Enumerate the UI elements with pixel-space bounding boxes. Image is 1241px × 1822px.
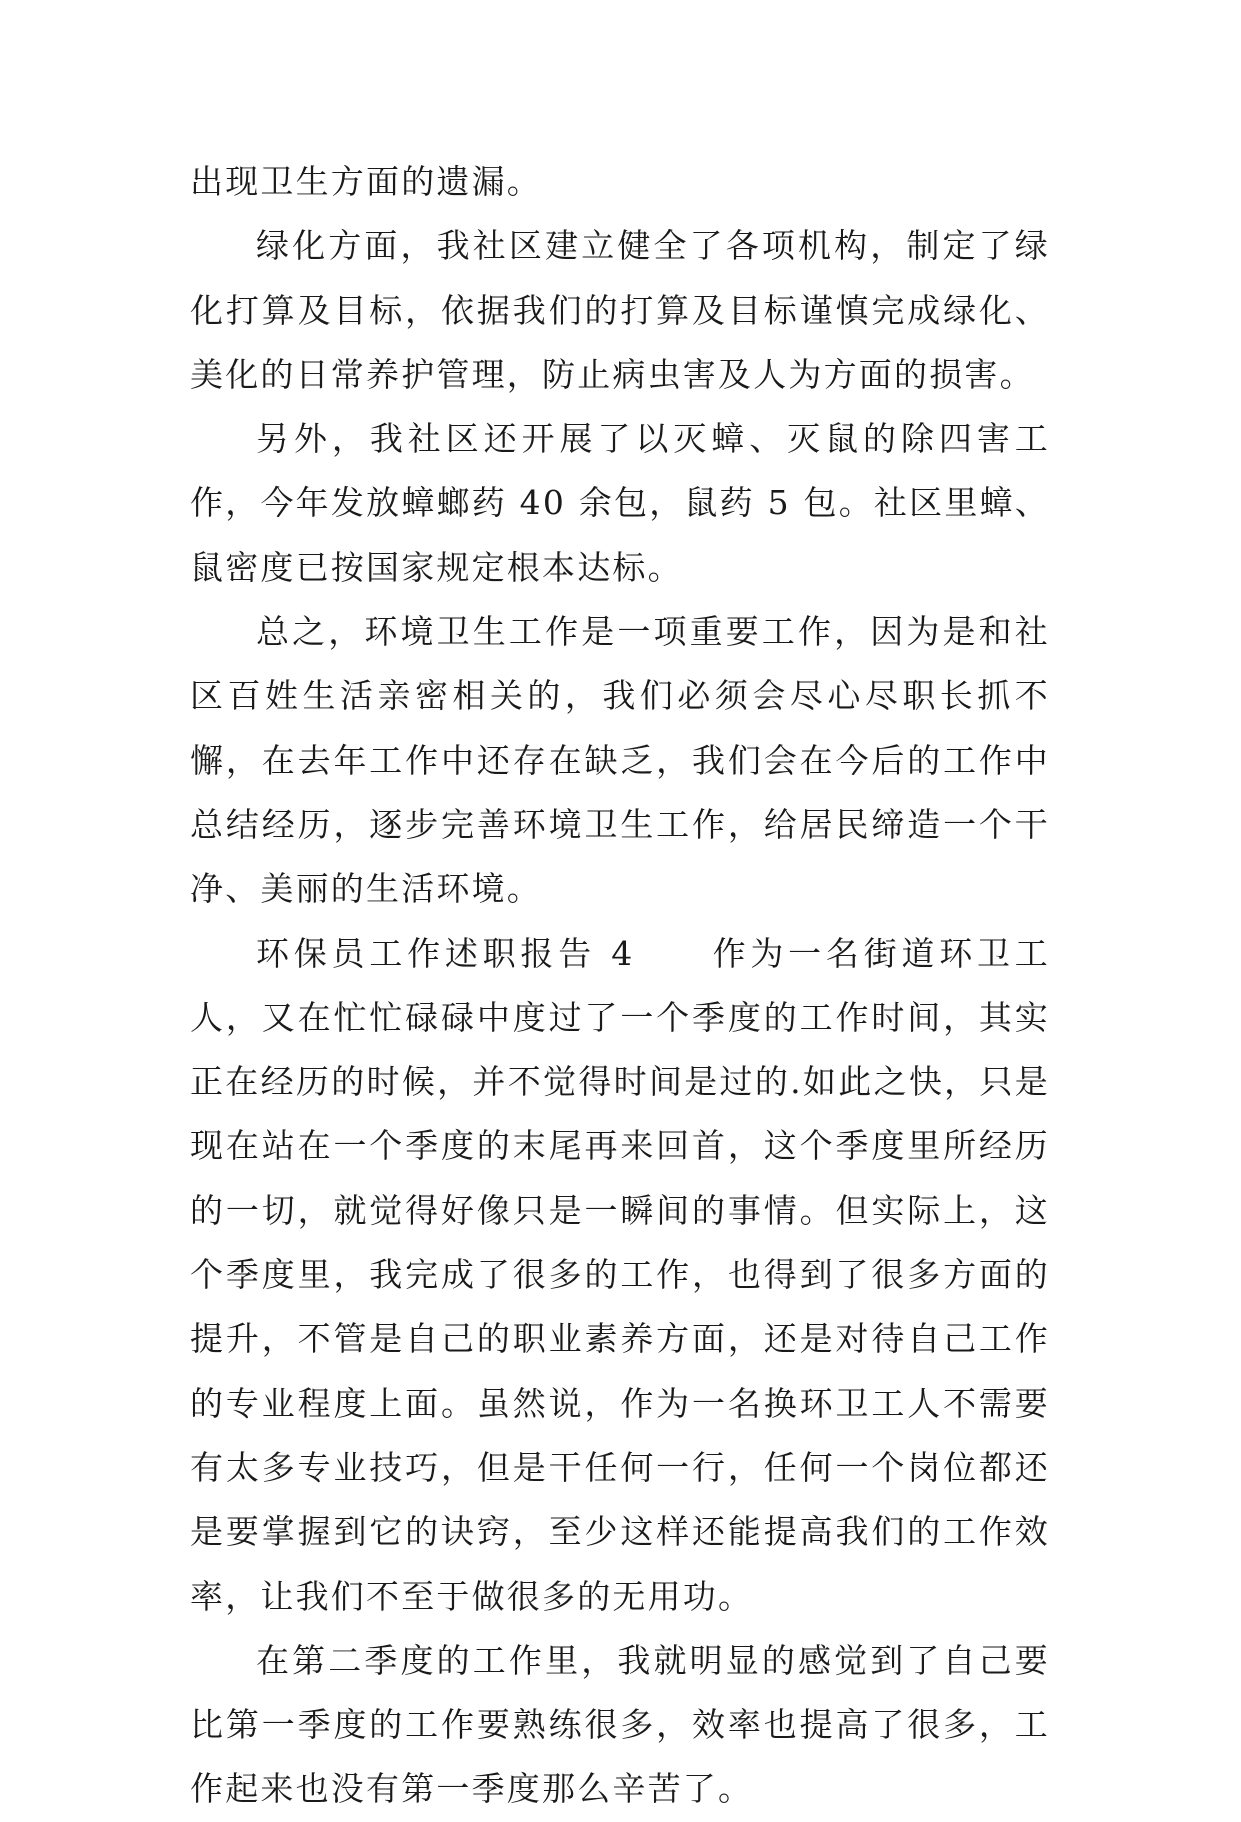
paragraph: 出现卫生方面的遗漏。 (190, 162, 542, 201)
paragraph: 在第二季度的工作里，我就明显的感觉到了自己要比第一季度的工作要熟练很多，效率也提高了很多，工作起来也没有第一季度那么辛苦了。 (190, 1640, 1050, 1809)
paragraph: 另外，我社区还开展了以灭蟑、灭鼠的除四害工作，今年发放蟑螂药 40 余包，鼠药 5 包。社区里蟑、鼠密度已按国家规定根本达标。 (190, 419, 1050, 587)
paragraph: 总之，环境卫生工作是一项重要工作，因为是和社区百姓生活亲密相关的，我们必须会尽心尽职长抓不懈，在去年工作中还存在缺乏，我们会在今后的工作中总结经历，逐步完善环境卫生工作，给居民缔造一个干净、美丽的生活环境。 (190, 612, 1050, 909)
document-body (190, 150, 1050, 1822)
paragraph: 绿化方面，我社区建立健全了各项机构，制定了绿化打算及目标，依据我们的打算及目标谨慎完成绿化、美化的日常养护管理，防止病虫害及人为方面的损害。 (190, 226, 1050, 394)
paragraph: 环保员工作述职报告 4 作为一名街道环卫工人，又在忙忙碌碌中度过了一个季度的工作时间，其实正在经历的时候，并不觉得时间是过的.如此之快，只是现在站在一个季度的末尾再来回首，这个季度里所经历的一切，就觉得好像只是一瞬间的事情。但实际上，这个季度里，我完成了很多的工作，也得到了很多方面的提升，不管是自己的职业素养方面，还是对待自己工作的专业程度上面。虽然说，作为一名换环卫工人不需要有太多专业技巧，但是干任何一行，任何一个岗位都还是要掌握到它的诀窍，至少这样还能提高我们的工作效率，让我们不至于做很多的无用功。 (190, 933, 1050, 1616)
